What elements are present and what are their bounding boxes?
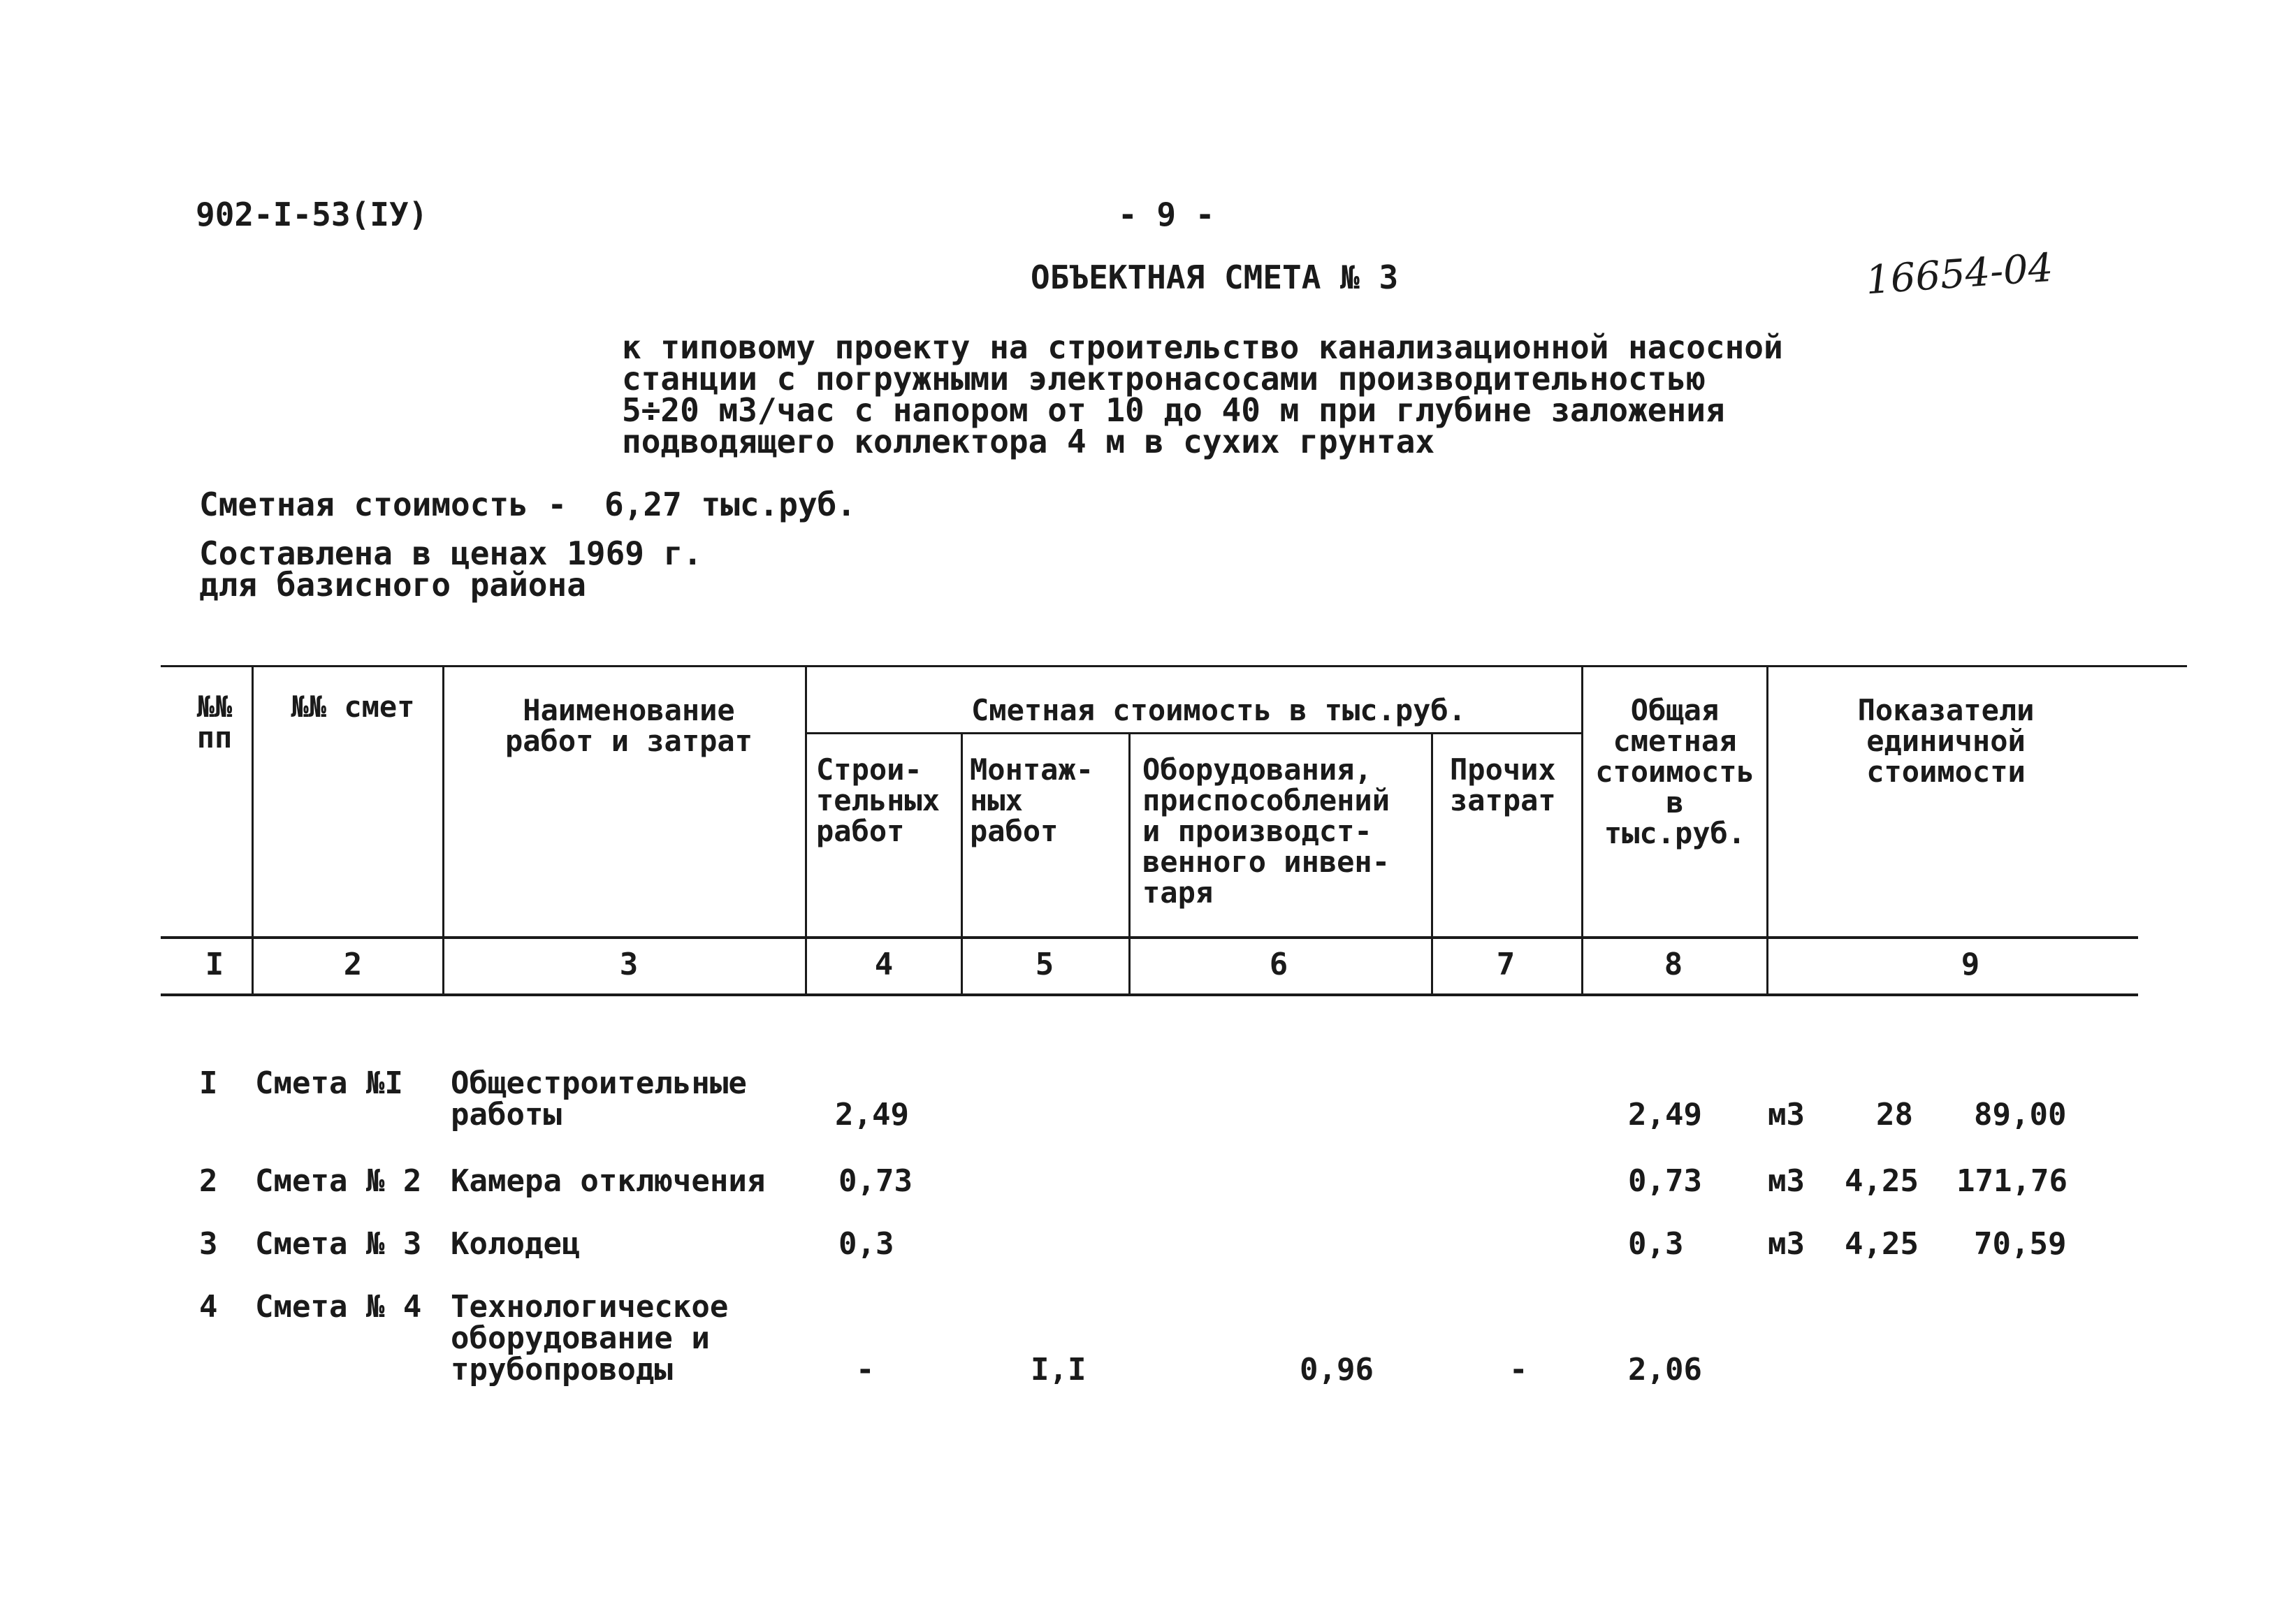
row-build: 2,49 bbox=[835, 1097, 909, 1133]
intro-line-3: 5÷20 м3/час с напором от 10 до 40 м при глубине заложения bbox=[622, 391, 1725, 429]
document-code: 902-I-53(IУ) bbox=[196, 196, 428, 233]
col-divider bbox=[1766, 667, 1768, 996]
page-number: - 9 - bbox=[1118, 196, 1215, 233]
row-name: Общестроительные bbox=[451, 1065, 747, 1101]
row-build: 0,3 bbox=[838, 1226, 894, 1262]
header-bottom-rule bbox=[161, 936, 2138, 939]
col-divider bbox=[1431, 734, 1433, 996]
intro-line-1: к типовому проекту на строительство канализационной насосной bbox=[622, 328, 1783, 366]
col-head-indicators: Показатели единичной стоимости bbox=[1857, 693, 2035, 789]
group-rule bbox=[807, 732, 1583, 734]
col-number: 4 bbox=[874, 947, 894, 982]
row-total: 2,06 bbox=[1628, 1352, 1702, 1388]
col-divider bbox=[442, 667, 444, 996]
col-divider bbox=[961, 734, 963, 996]
row-qty: 28 bbox=[1876, 1097, 1913, 1133]
row-build: 0,73 bbox=[838, 1163, 913, 1199]
row-name-cont: работы bbox=[451, 1097, 562, 1133]
col-divider bbox=[1581, 667, 1583, 996]
col-number: 3 bbox=[619, 947, 639, 982]
row-price: 171,76 bbox=[1956, 1163, 2068, 1199]
col-number: I bbox=[205, 947, 224, 982]
col-head-mount: Монтаж- ных работ bbox=[970, 752, 1094, 848]
col-head-name: Наименование работ и затрат bbox=[504, 693, 753, 758]
row-smeta: Смета № 3 bbox=[255, 1226, 422, 1262]
number-row-rule bbox=[161, 993, 2138, 996]
col-number: 6 bbox=[1269, 947, 1288, 982]
col-head-total: Общая сметная стоимость в тыс.руб. bbox=[1595, 693, 1754, 850]
row-unit: м3 bbox=[1768, 1097, 1805, 1133]
row-smeta: Смета № 4 bbox=[255, 1289, 422, 1325]
col-head-equip: Оборудования, приспособлений и производст- венного инвен- таря bbox=[1142, 752, 1390, 910]
col-number: 9 bbox=[1961, 947, 1980, 982]
row-total: 0,73 bbox=[1628, 1163, 1702, 1199]
cost-label: Сметная стоимость - bbox=[199, 486, 567, 523]
region-line: для базисного района bbox=[199, 566, 586, 604]
row-name: Колодец bbox=[451, 1226, 581, 1262]
row-number: 3 bbox=[199, 1226, 218, 1262]
col-number: 7 bbox=[1496, 947, 1516, 982]
intro-line-2: станции с погружными электронасосами производительностью bbox=[622, 360, 1706, 398]
col-head-group: Сметная стоимость в тыс.руб. bbox=[971, 693, 1467, 727]
row-unit: м3 bbox=[1768, 1163, 1805, 1199]
row-smeta: Смета №I bbox=[255, 1065, 403, 1101]
row-price: 70,59 bbox=[1974, 1226, 2067, 1262]
row-name-cont: оборудование и bbox=[451, 1320, 710, 1356]
row-mount: I,I bbox=[1031, 1352, 1087, 1388]
col-head-num: №№ пп bbox=[196, 690, 233, 755]
table-top-rule bbox=[161, 665, 2187, 667]
row-number: I bbox=[199, 1065, 218, 1101]
row-name: Технологическое bbox=[451, 1289, 729, 1325]
intro-line-4: подводящего коллектора 4 м в сухих грунтах bbox=[622, 423, 1435, 460]
row-total: 0,3 bbox=[1628, 1226, 1684, 1262]
row-build: - bbox=[856, 1352, 875, 1388]
row-other: - bbox=[1509, 1352, 1528, 1388]
row-name: Камера отключения bbox=[451, 1163, 766, 1199]
col-divider bbox=[805, 667, 807, 996]
row-number: 2 bbox=[199, 1163, 218, 1199]
row-name-cont: трубопроводы bbox=[451, 1352, 673, 1388]
col-divider bbox=[1128, 734, 1131, 996]
row-smeta: Смета № 2 bbox=[255, 1163, 422, 1199]
col-divider bbox=[252, 667, 254, 996]
row-total: 2,49 bbox=[1628, 1097, 1702, 1133]
col-head-build: Строи- тельных работ bbox=[816, 752, 940, 848]
row-qty: 4,25 bbox=[1845, 1226, 1919, 1262]
row-equip: 0,96 bbox=[1300, 1352, 1374, 1388]
col-number: 5 bbox=[1035, 947, 1054, 982]
prices-line: Составлена в ценах 1969 г. bbox=[199, 534, 703, 572]
col-head-smeta: №№ смет bbox=[291, 690, 415, 724]
col-head-other: Прочих затрат bbox=[1450, 752, 1556, 817]
page-title: ОБЪЕКТНАЯ СМЕТА № 3 bbox=[1031, 258, 1399, 296]
row-unit: м3 bbox=[1768, 1226, 1805, 1262]
row-qty: 4,25 bbox=[1845, 1163, 1919, 1199]
row-price: 89,00 bbox=[1974, 1097, 2067, 1133]
col-number: 8 bbox=[1664, 947, 1683, 982]
col-number: 2 bbox=[343, 947, 363, 982]
stamp-number: 16654-04 bbox=[1864, 245, 2055, 304]
cost-value: 6,27 тыс.руб. bbox=[604, 486, 857, 523]
row-number: 4 bbox=[199, 1289, 218, 1325]
